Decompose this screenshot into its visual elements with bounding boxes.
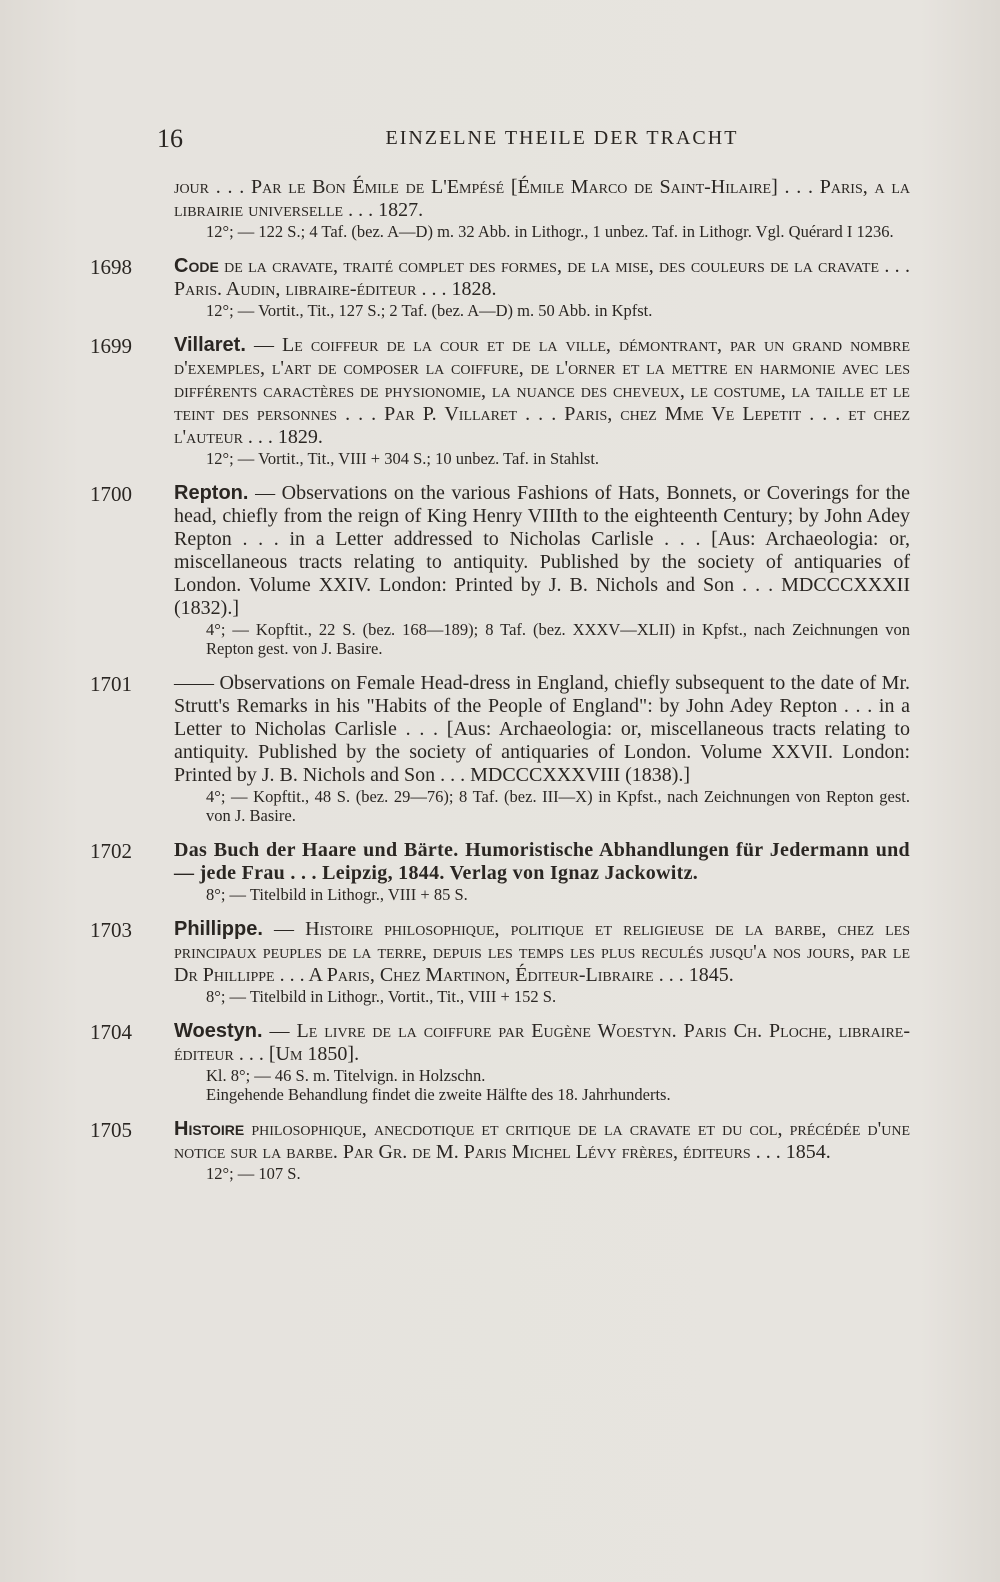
entry-body: — Le livre de la coiffure par Eugène Woestyn. Paris Ch. Ploche, libraire-éditeur . . . [Um 1850].: [174, 1020, 911, 1065]
running-head: EINZELNE THEILE DER TRACHT: [385, 127, 739, 149]
entry-body: — Le coiffeur de la cour et de la ville, démontrant, par un grand nombre d'exemples, l'art de composer la coiffure, de l'orner et la mettre en harmonie avec les différents caractères de physionomie, la nuance des cheveux, le costume, la taille et le teint des personnes . . . Par P. Villaret . . . Paris, chez Mme Ve Lepetit . . . et chez l'auteur . . . 1829.: [174, 334, 911, 448]
entry-note: Kl. 8°; — 46 S. m. Titelvign. in Holzschn.: [206, 1066, 486, 1085]
entry-note: 4°; — Kopftit., 22 S. (bez. 168—189); 8 Taf. (bez. XXXV—XLII) in Kpfst., nach Zeichnungen von Repton gest. von J. Basire.: [206, 620, 910, 658]
entry-number: 1699: [90, 334, 132, 358]
entry-body: jour . . . Par le Bon Émile de L'Empésé [Émile Marco de Saint-Hilaire] . . . Paris, a la librairie universelle . . . 1827.: [174, 176, 910, 221]
page-header: [157, 124, 917, 154]
entry-body: Humoristische Abhandlungen für Jedermann und — jede Frau . . . Leipzig, 1844. Verlag von Ignaz Jackowitz.: [174, 839, 910, 884]
entry-number: 1698: [90, 255, 132, 279]
entry-number: 1701: [90, 672, 132, 696]
entry-text: [174, 918, 910, 987]
page-number: 16: [157, 124, 183, 153]
entry-number: 1702: [90, 839, 132, 863]
entry-note: 12°; — Vortit., Tit., VIII + 304 S.; 10 unbez. Taf. in Stahlst.: [206, 449, 600, 468]
entry-text: [174, 176, 910, 222]
entry-body: Observations on Female Head-dress in England, chiefly subsequent to the date of Mr. Strutt's Remarks in his "Habits of the People of England": by John Adey Repton . . . in a Letter to Nicholas Carlisle . . . [Aus: Archaeologia: or, miscellaneous tracts relating to antiquity. Published by the society of antiquaries of London. Volume XXVII. London: Printed by J. B. Nichols and Son . . . MDCCCXXXVIII (1838).]: [174, 672, 911, 786]
bibliography-list: [90, 176, 910, 1197]
entry-number: 1705: [90, 1118, 132, 1142]
entry-number: 1703: [90, 918, 132, 942]
entry-heading: ——: [174, 672, 214, 694]
bibliography-entry: [90, 334, 910, 468]
entry-note: 12°; — 107 S.: [206, 1164, 301, 1183]
entry-note: Eingehende Behandlung findet die zweite Hälfte des 18. Jahrhunderts.: [206, 1085, 671, 1104]
entry-note: 12°; — 122 S.; 4 Taf. (bez. A—D) m. 32 Abb. in Lithogr., 1 unbez. Taf. in Lithogr. Vgl. Quérard I 1236.: [206, 222, 894, 241]
bibliography-entry: [90, 839, 910, 904]
bibliography-entry: [90, 672, 910, 825]
entry-body: — Histoire philosophique, politique et religieuse de la barbe, chez les principaux peuples de la terre, depuis les temps les plus reculés jusqu'a nos jours, par le Dr Phillippe . . . A Paris, Chez Martinon, Éditeur-Libraire . . . 1845.: [174, 918, 911, 986]
entry-body: — Observations on the various Fashions of Hats, Bonnets, or Coverings for the head, chiefly from the reign of King Henry VIIIth to the eighteenth Century; by John Adey Repton . . . in a Letter addressed to Nicholas Carlisle . . . [Aus: Archaeologia: or, miscellaneous tracts relating to antiquity. Published by the society of antiquaries of London. Volume XXIV. London: Printed by J. B. Nichols and Son . . . MDCCCXXXII (1832).]: [174, 482, 910, 619]
entry-text: [174, 1020, 910, 1066]
entry-heading: Das Buch der Haare und Bärte.: [174, 839, 459, 861]
bibliography-entry: [90, 918, 910, 1006]
entry-text: [174, 255, 910, 301]
entry-body: philosophique, anecdotique et critique de la cravate et du col, précédée d'une notice sur la barbe. Par Gr. de M. Paris Michel Lévy frères, éditeurs . . . 1854.: [174, 1118, 911, 1163]
entry-heading: Villaret.: [174, 334, 246, 356]
bibliography-entry: [90, 1118, 910, 1183]
entry-heading: Histoire: [174, 1118, 245, 1140]
entry-note: 8°; — Titelbild in Lithogr., Vortit., Tit., VIII + 152 S.: [206, 987, 557, 1006]
entry-heading: Phillippe.: [174, 918, 263, 940]
entry-text: [174, 672, 910, 787]
entry-text: [174, 839, 910, 885]
entry-heading: Woestyn.: [174, 1020, 263, 1042]
entry-heading: Code: [174, 255, 219, 277]
entry-note: 4°; — Kopftit., 48 S. (bez. 29—76); 8 Taf. (bez. III—X) in Kpfst., nach Zeichnungen von Repton gest. von J. Basire.: [206, 787, 910, 825]
entry-text: [174, 1118, 910, 1164]
entry-text: [174, 334, 910, 449]
entry-body: de la cravate, traité complet des formes, de la mise, des couleurs de la cravate . . . Paris. Audin, libraire-éditeur . . . 1828.: [174, 255, 910, 300]
entry-number: 1704: [90, 1020, 132, 1044]
entry-heading: Repton.: [174, 482, 249, 504]
bibliography-entry: [90, 255, 910, 320]
bibliography-entry: [90, 176, 910, 241]
entry-number: 1700: [90, 482, 132, 506]
entry-note: 8°; — Titelbild in Lithogr., VIII + 85 S.: [206, 885, 468, 904]
entry-text: [174, 482, 910, 620]
bibliography-entry: [90, 482, 910, 658]
entry-note: 12°; — Vortit., Tit., 127 S.; 2 Taf. (bez. A—D) m. 50 Abb. in Kpfst.: [206, 301, 653, 320]
bibliography-entry: [90, 1020, 910, 1104]
